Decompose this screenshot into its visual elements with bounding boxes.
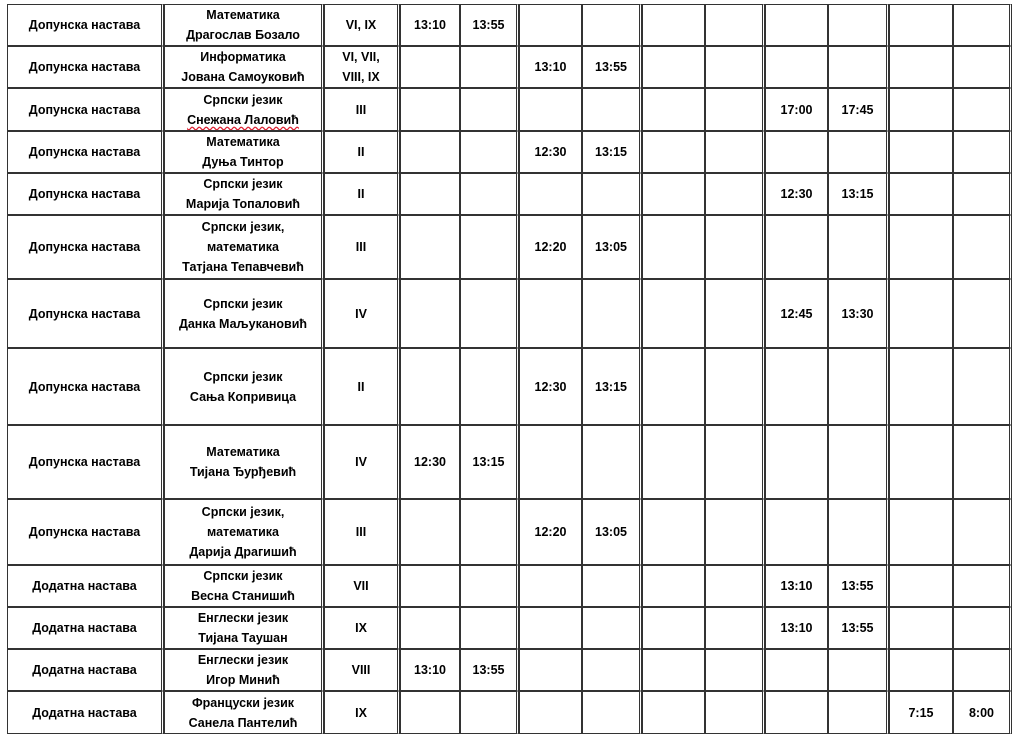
teacher-name-text: Татјана Тепавчевић [182,260,304,274]
teacher-name-text: Данка Маљукановић [178,316,308,331]
start-time-cell [889,279,953,348]
activity-cell: Допунска настава [7,348,164,425]
activity-cell: Додатна настава [7,649,164,691]
table-row [7,215,1012,279]
teacher-name-text: Драгослав Бозало [186,28,300,42]
grade-line: VIII [351,663,371,677]
subject-line: Српски језик [203,177,283,191]
start-time-cell: 13:10 [400,649,460,691]
end-time-cell [953,425,1012,499]
start-time-cell [889,499,953,565]
end-time-cell [582,607,642,649]
activity-cell: Допунска настава [7,173,164,215]
teacher-name [168,628,318,648]
end-time-cell: 13:15 [460,425,519,499]
subject-teacher-cell [164,607,324,649]
grade-line: IV [355,306,367,321]
end-time-cell [828,691,889,734]
grade-line: III [355,525,367,539]
end-time-cell [705,279,765,348]
start-time-cell [642,46,705,88]
end-time-cell [953,499,1012,565]
subject-teacher-cell [164,173,324,215]
end-time-cell [460,46,519,88]
start-time-cell [642,565,705,607]
end-time-cell [705,649,765,691]
end-time-cell [705,131,765,173]
subject-teacher-cell [164,499,324,565]
end-time-cell [705,348,765,425]
start-time-cell: 17:00 [765,88,828,131]
end-time-cell [582,425,642,499]
teacher-name-text: Дуња Тинтор [202,155,284,169]
table-row [7,425,1012,499]
end-time-cell: 13:55 [828,607,889,649]
subject-teacher-cell [164,348,324,425]
end-time-cell: 13:05 [582,499,642,565]
table-row [7,348,1012,425]
subject-line: Српски језик, [201,220,285,234]
end-time-cell: 8:00 [953,691,1012,734]
end-time-cell [828,649,889,691]
start-time-cell [642,649,705,691]
start-time-cell [765,691,828,734]
grade-cell [324,691,400,734]
start-time-cell [889,348,953,425]
end-time-cell [953,565,1012,607]
end-time-cell [705,691,765,734]
start-time-cell [889,649,953,691]
end-time-cell: 13:55 [460,4,519,46]
teacher-name-text: Марија Топаловић [185,197,301,211]
start-time-cell [642,425,705,499]
grade-line: III [355,102,367,117]
end-time-cell [828,215,889,279]
start-time-cell [519,649,582,691]
grade-line: VIII, IX [342,70,380,84]
table-row [7,499,1012,565]
grade-line: VI, VII, [342,50,380,64]
start-time-cell: 7:15 [889,691,953,734]
start-time-cell: 12:20 [519,215,582,279]
start-time-cell [642,173,705,215]
end-time-cell [460,691,519,734]
end-time-cell [582,691,642,734]
subject-line: Математика [206,8,280,22]
table-row [7,691,1012,734]
end-time-cell [828,425,889,499]
grade-cell [324,4,400,46]
end-time-cell [705,607,765,649]
activity-cell: Допунска настава [7,131,164,173]
start-time-cell [642,4,705,46]
grade-cell [324,46,400,88]
end-time-cell [953,649,1012,691]
start-time-cell [642,499,705,565]
start-time-cell: 12:30 [519,131,582,173]
activity-cell: Допунска настава [7,4,164,46]
grade-line: II [357,145,365,159]
start-time-cell [400,691,460,734]
table-row [7,279,1012,348]
start-time-cell [642,215,705,279]
start-time-cell [400,348,460,425]
start-time-cell [765,649,828,691]
start-time-cell [400,215,460,279]
end-time-cell [460,565,519,607]
table-row [7,649,1012,691]
end-time-cell [953,4,1012,46]
subject-teacher-cell [164,691,324,734]
start-time-cell [400,88,460,131]
grade-cell [324,499,400,565]
start-time-cell [889,88,953,131]
subject-teacher-cell [164,215,324,279]
start-time-cell [642,279,705,348]
subject-teacher-cell [164,565,324,607]
subject-teacher-cell [164,131,324,173]
start-time-cell [519,607,582,649]
grade-line: VI, IX [345,18,377,32]
start-time-cell [519,691,582,734]
end-time-cell [460,607,519,649]
table-row [7,88,1012,131]
activity-cell: Додатна настава [7,565,164,607]
grade-cell [324,607,400,649]
teacher-name [168,462,318,482]
end-time-cell [828,348,889,425]
end-time-cell: 13:15 [828,173,889,215]
end-time-cell [705,173,765,215]
subject-line: математика [207,240,279,254]
end-time-cell [705,46,765,88]
subject-line: Српски језик [203,92,283,107]
subject-line: Српски језик, [201,505,285,519]
end-time-cell [953,173,1012,215]
end-time-cell [705,425,765,499]
grade-line: II [357,187,365,201]
teacher-name [168,257,318,277]
subject-teacher-cell [164,649,324,691]
subject-teacher-cell [164,279,324,348]
teacher-name-text: Игор Минић [206,673,280,687]
end-time-cell [582,88,642,131]
start-time-cell [519,4,582,46]
start-time-cell [400,279,460,348]
end-time-cell [705,215,765,279]
start-time-cell [400,565,460,607]
grade-line: IX [355,705,367,720]
start-time-cell [519,565,582,607]
end-time-cell: 13:30 [828,279,889,348]
start-time-cell [400,499,460,565]
start-time-cell [765,131,828,173]
start-time-cell: 12:45 [765,279,828,348]
end-time-cell: 13:55 [460,649,519,691]
start-time-cell [765,4,828,46]
subject-line: Енглески језик [197,611,289,625]
start-time-cell: 12:30 [765,173,828,215]
start-time-cell [765,46,828,88]
start-time-cell [642,88,705,131]
end-time-cell [460,215,519,279]
teacher-name [168,387,318,407]
end-time-cell: 13:15 [582,131,642,173]
end-time-cell [705,4,765,46]
table-row [7,131,1012,173]
grade-line: II [357,379,365,394]
start-time-cell [400,173,460,215]
end-time-cell: 13:15 [582,348,642,425]
subject-teacher-cell [164,88,324,131]
end-time-cell [705,499,765,565]
start-time-cell [889,131,953,173]
subject-line: Математика [206,445,280,459]
start-time-cell [642,131,705,173]
end-time-cell [828,46,889,88]
table-row [7,173,1012,215]
end-time-cell [953,279,1012,348]
end-time-cell [582,565,642,607]
grade-cell [324,131,400,173]
start-time-cell [400,607,460,649]
subject-line: Српски језик [203,296,283,311]
table-row [7,4,1012,46]
teacher-name-text: Дарија Драгишић [189,545,297,559]
start-time-cell [400,46,460,88]
subject-teacher-cell [164,4,324,46]
start-time-cell [519,88,582,131]
activity-cell: Додатна настава [7,691,164,734]
end-time-cell [953,607,1012,649]
start-time-cell [519,279,582,348]
end-time-cell [953,131,1012,173]
teacher-name [168,542,318,562]
activity-cell: Допунска настава [7,215,164,279]
activity-cell: Допунска настава [7,279,164,348]
start-time-cell [519,173,582,215]
start-time-cell: 13:10 [519,46,582,88]
start-time-cell [889,565,953,607]
start-time-cell: 13:10 [765,565,828,607]
end-time-cell [460,88,519,131]
subject-teacher-cell [164,425,324,499]
start-time-cell [765,348,828,425]
end-time-cell [582,4,642,46]
end-time-cell [460,348,519,425]
start-time-cell [765,425,828,499]
start-time-cell [889,46,953,88]
teacher-name-text: Тијана Ђурђевић [189,465,297,479]
end-time-cell [582,649,642,691]
start-time-cell: 13:10 [765,607,828,649]
end-time-cell [705,88,765,131]
start-time-cell: 12:30 [400,425,460,499]
start-time-cell [889,215,953,279]
grade-line: III [355,240,367,254]
teacher-name-text: Весна Станишић [191,589,295,603]
end-time-cell: 13:55 [828,565,889,607]
table-row [7,565,1012,607]
start-time-cell [889,425,953,499]
end-time-cell [953,348,1012,425]
activity-cell: Додатна настава [7,607,164,649]
start-time-cell [889,173,953,215]
teacher-name [168,152,318,172]
start-time-cell [400,131,460,173]
end-time-cell [705,565,765,607]
grade-cell [324,565,400,607]
end-time-cell: 13:05 [582,215,642,279]
start-time-cell [765,215,828,279]
end-time-cell [828,131,889,173]
subject-line: Математика [206,135,280,149]
end-time-cell [582,173,642,215]
start-time-cell: 13:10 [400,4,460,46]
start-time-cell [889,607,953,649]
end-time-cell [953,88,1012,131]
start-time-cell: 12:30 [519,348,582,425]
grade-line: IV [355,455,367,469]
start-time-cell [642,691,705,734]
teacher-name-text: Санела Пантелић [188,715,298,730]
start-time-cell [642,607,705,649]
teacher-name-text: Снежана Лаловић [187,112,299,127]
teacher-name [168,670,318,690]
grade-cell [324,215,400,279]
grade-line: IX [355,621,367,635]
grade-cell [324,649,400,691]
teacher-name-text: Тијана Таушан [198,631,288,645]
activity-cell: Допунска настава [7,88,164,131]
subject-line: математика [207,525,279,539]
teacher-name [168,586,318,606]
table-row [7,607,1012,649]
end-time-cell [460,173,519,215]
end-time-cell [953,215,1012,279]
start-time-cell [642,348,705,425]
end-time-cell [582,279,642,348]
schedule-table [7,4,1012,734]
start-time-cell [765,499,828,565]
subject-line: Енглески језик [197,653,289,667]
start-time-cell [519,425,582,499]
teacher-name-text: Јована Самоуковић [181,70,305,84]
teacher-name [168,25,318,45]
subject-line: Српски језик [203,569,283,583]
teacher-name [168,67,318,87]
grade-line: VII [353,579,369,593]
start-time-cell: 12:20 [519,499,582,565]
end-time-cell [953,46,1012,88]
teacher-name [168,110,318,130]
grade-cell [324,348,400,425]
activity-cell: Допунска настава [7,499,164,565]
grade-cell [324,279,400,348]
end-time-cell [460,499,519,565]
activity-cell: Допунска настава [7,425,164,499]
activity-cell: Допунска настава [7,46,164,88]
end-time-cell [828,4,889,46]
subject-line: Информатика [200,50,286,64]
end-time-cell [828,499,889,565]
teacher-name-text: Сања Копривица [189,389,297,404]
grade-cell [324,88,400,131]
end-time-cell: 13:55 [582,46,642,88]
teacher-name [168,194,318,214]
teacher-name [168,713,318,733]
subject-line: Француски језик [191,695,295,710]
start-time-cell [889,4,953,46]
end-time-cell [460,131,519,173]
table-row [7,46,1012,88]
subject-line: Српски језик [203,369,283,384]
end-time-cell [460,279,519,348]
grade-cell [324,173,400,215]
end-time-cell: 17:45 [828,88,889,131]
subject-teacher-cell [164,46,324,88]
teacher-name [168,314,318,334]
grade-cell [324,425,400,499]
